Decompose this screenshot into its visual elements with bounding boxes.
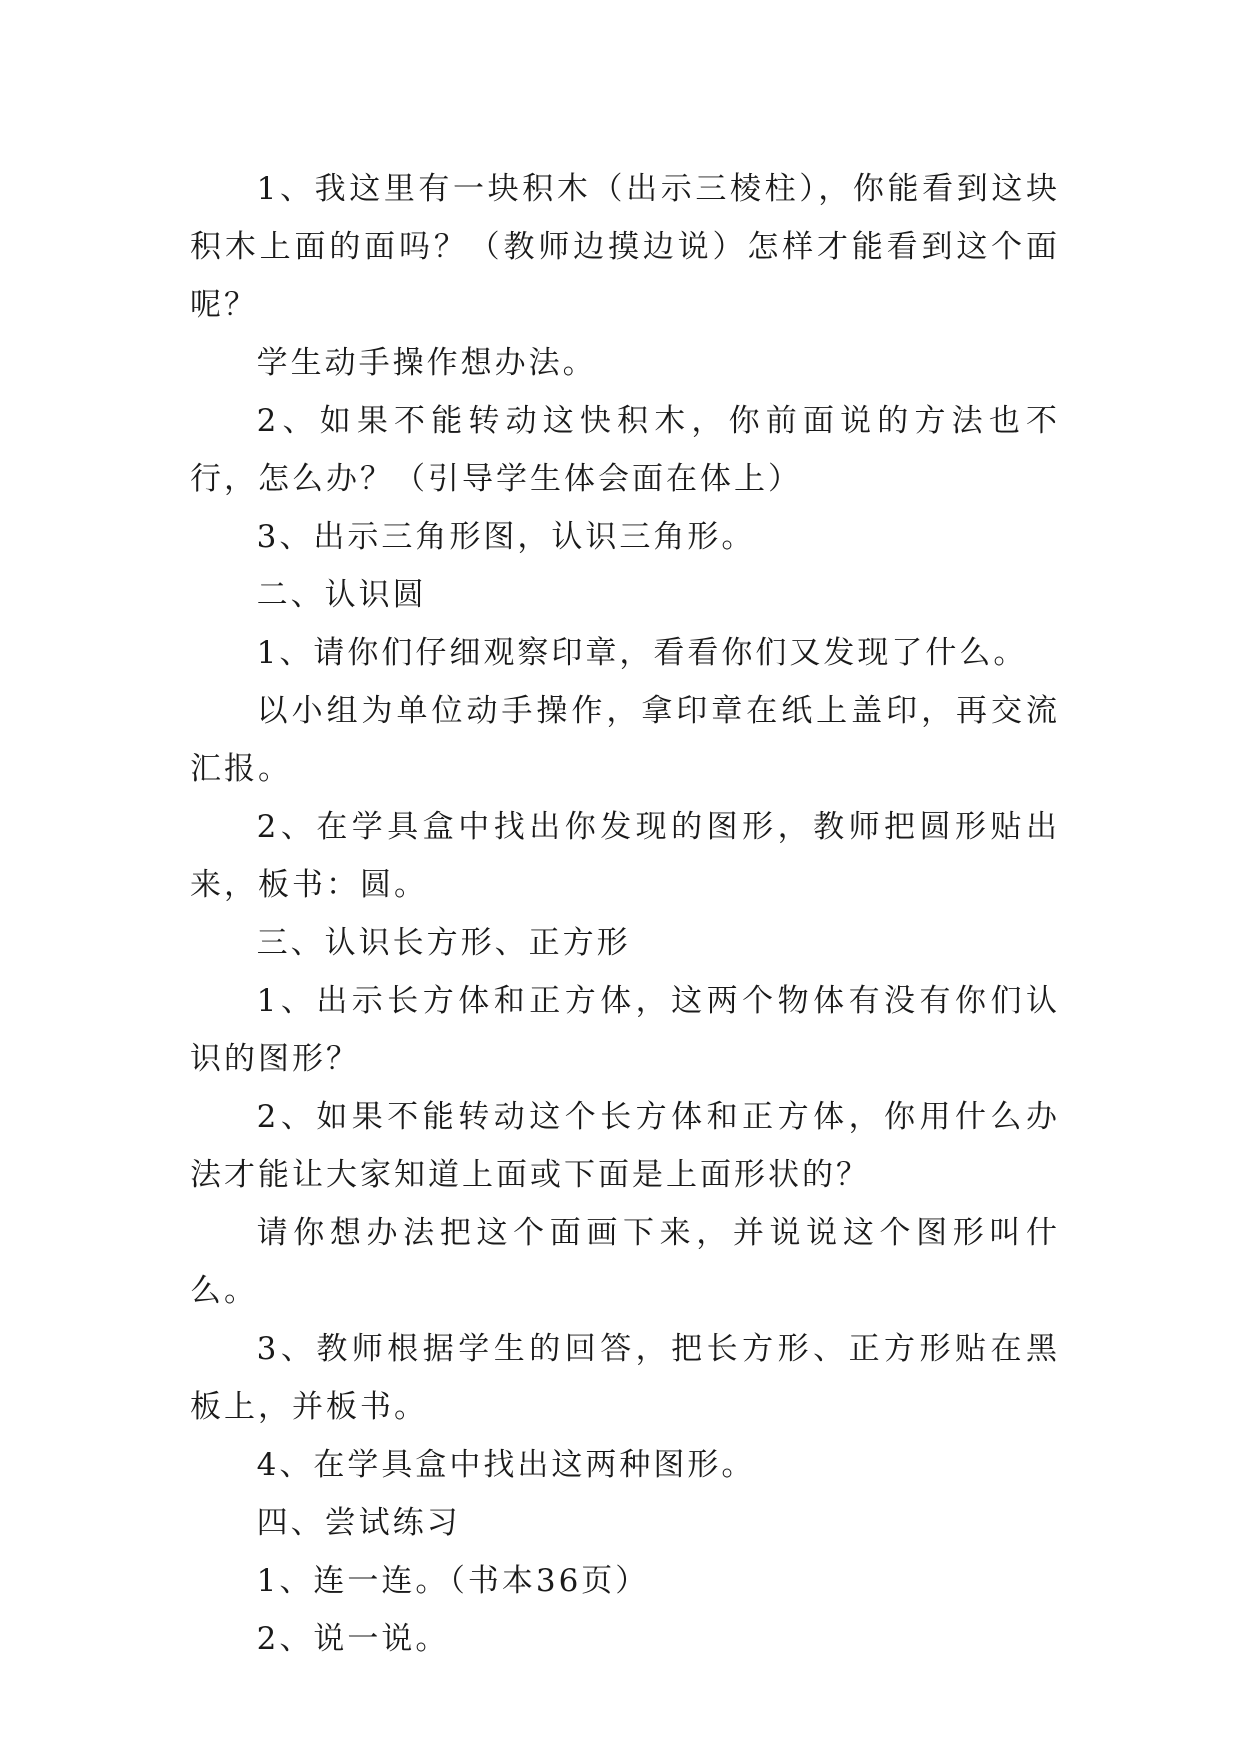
paragraph-teacher-board: 3、教师根据学生的回答，把长方形、正方形贴在黑板上，并板书。 bbox=[190, 1331, 1060, 1425]
paragraph-draw-face: 请你想办法把这个面画下来，并说说这个图形叫什么。 bbox=[190, 1215, 1060, 1309]
paragraph-cannot-rotate-cuboid: 2、如果不能转动这个长方体和正方体，你用什么办法才能让大家知道上面或下面是上面形状的？ bbox=[190, 1099, 1060, 1193]
paragraph-say: 2、说一说。 bbox=[256, 1621, 450, 1657]
section-heading-practice: 四、尝试练习 bbox=[256, 1505, 461, 1541]
paragraph-students-try: 学生动手操作想办法。 bbox=[256, 345, 597, 381]
section-heading-circle: 二、认识圆 bbox=[256, 577, 427, 613]
paragraph-step-1-prism: 1、我这里有一块积木（出示三棱柱），你能看到这块积木上面的面吗？（教师边摸边说）怎样才能看到这个面呢？ bbox=[190, 171, 1060, 323]
paragraph-step-3-triangle: 3、出示三角形图，认识三角形。 bbox=[256, 519, 756, 555]
paragraph-connect: 1、连一连。（书本36页） bbox=[256, 1563, 650, 1599]
paragraph-find-circle: 2、在学具盒中找出你发现的图形，教师把圆形贴出来，板书：圆。 bbox=[190, 809, 1060, 903]
document-body bbox=[190, 160, 1060, 1668]
paragraph-observe-stamp: 1、请你们仔细观察印章，看看你们又发现了什么。 bbox=[256, 635, 1028, 671]
paragraph-step-2-cannot-rotate: 2、如果不能转动这快积木，你前面说的方法也不行，怎么办？（引导学生体会面在体上） bbox=[190, 403, 1060, 497]
paragraph-find-shapes: 4、在学具盒中找出这两种图形。 bbox=[256, 1447, 756, 1483]
paragraph-group-stamp: 以小组为单位动手操作，拿印章在纸上盖印，再交流汇报。 bbox=[190, 693, 1060, 787]
section-heading-rectangle-square: 三、认识长方形、正方形 bbox=[256, 925, 631, 961]
paragraph-show-cuboid: 1、出示长方体和正方体，这两个物体有没有你们认识的图形？ bbox=[190, 983, 1060, 1077]
